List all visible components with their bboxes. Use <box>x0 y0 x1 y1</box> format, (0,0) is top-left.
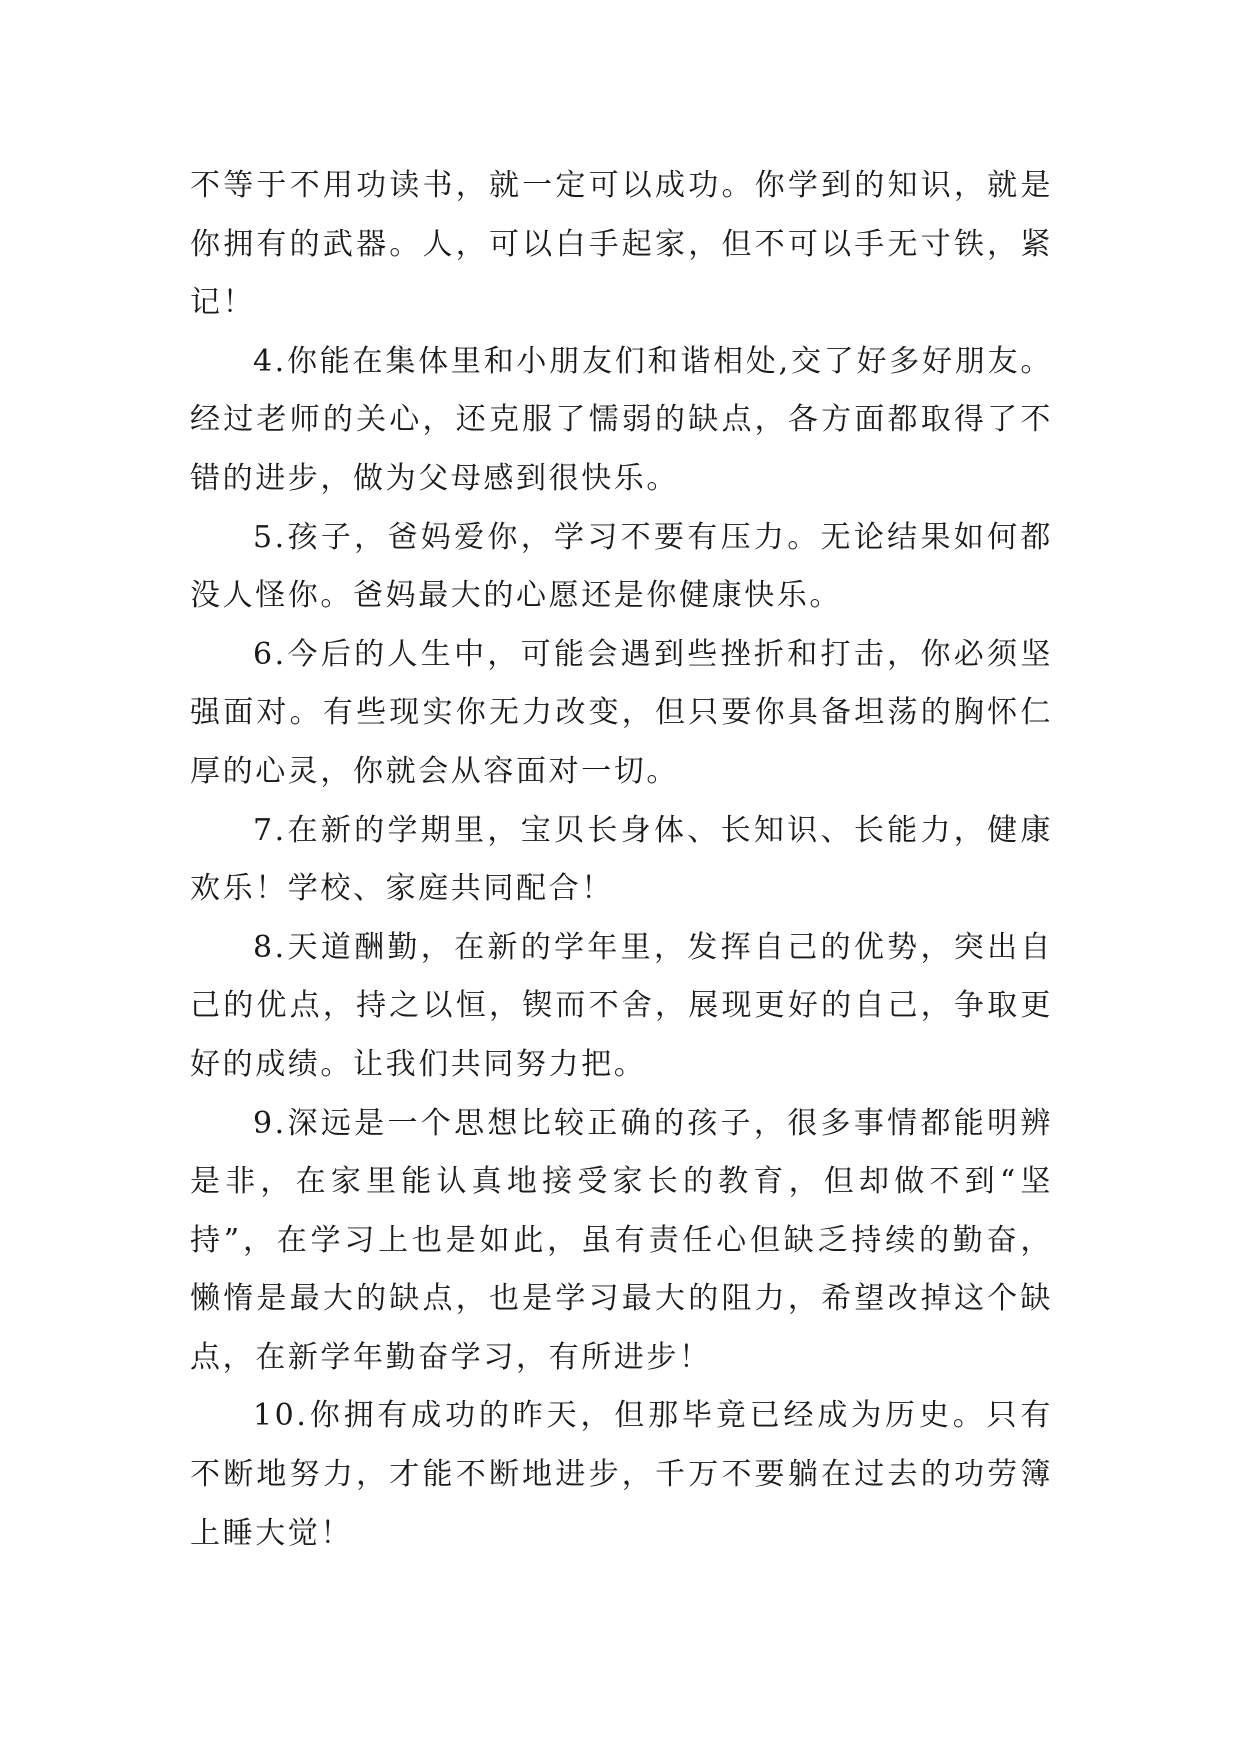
paragraph-item-6: 6.今后的人生中，可能会遇到些挫折和打击，你必须坚强面对。有些现实你无力改变，但只要你具备坦荡的胸怀仁厚的心灵，你就会从容面对一切。 <box>190 636 1053 789</box>
paragraph-item-9: 9.深远是一个思想比较正确的孩子，很多事情都能明辨是非，在家里能认真地接受家长的教育，但却做不到“坚持”，在学习上也是如此，虽有责任心但缺乏持续的勤奋，懒惰是最大的缺点，也是学习最大的阻力，希望改掉这个缺点，在新学年勤奋学习，有所进步！ <box>190 1105 1053 1375</box>
paragraph-item-5: 5.孩子，爸妈爱你，学习不要有压力。无论结果如何都没人怪你。爸妈最大的心愿还是你健康快乐。 <box>190 519 1053 614</box>
document-body <box>190 157 1053 1563</box>
paragraph-item-10: 10.你拥有成功的昨天，但那毕竟已经成为历史。只有不断地努力，才能不断地进步，千万不要躺在过去的功劳簿上睡大觉！ <box>190 1398 1053 1551</box>
paragraph-continuation: 不等于不用功读书，就一定可以成功。你学到的知识，就是你拥有的武器。人，可以白手起家，但不可以手无寸铁，紧记！ <box>190 168 1053 321</box>
paragraph-item-4: 4.你能在集体里和小朋友们和谐相处,交了好多好朋友。经过老师的关心，还克服了懦弱的缺点，各方面都取得了不错的进步，做为父母感到很快乐。 <box>190 343 1053 496</box>
paragraph-item-8: 8.天道酬勤，在新的学年里，发挥自己的优势，突出自己的优点，持之以恒，锲而不舍，展现更好的自己，争取更好的成绩。让我们共同努力把。 <box>190 929 1053 1082</box>
paragraph-item-7: 7.在新的学期里，宝贝长身体、长知识、长能力，健康欢乐！学校、家庭共同配合！ <box>190 812 1053 907</box>
